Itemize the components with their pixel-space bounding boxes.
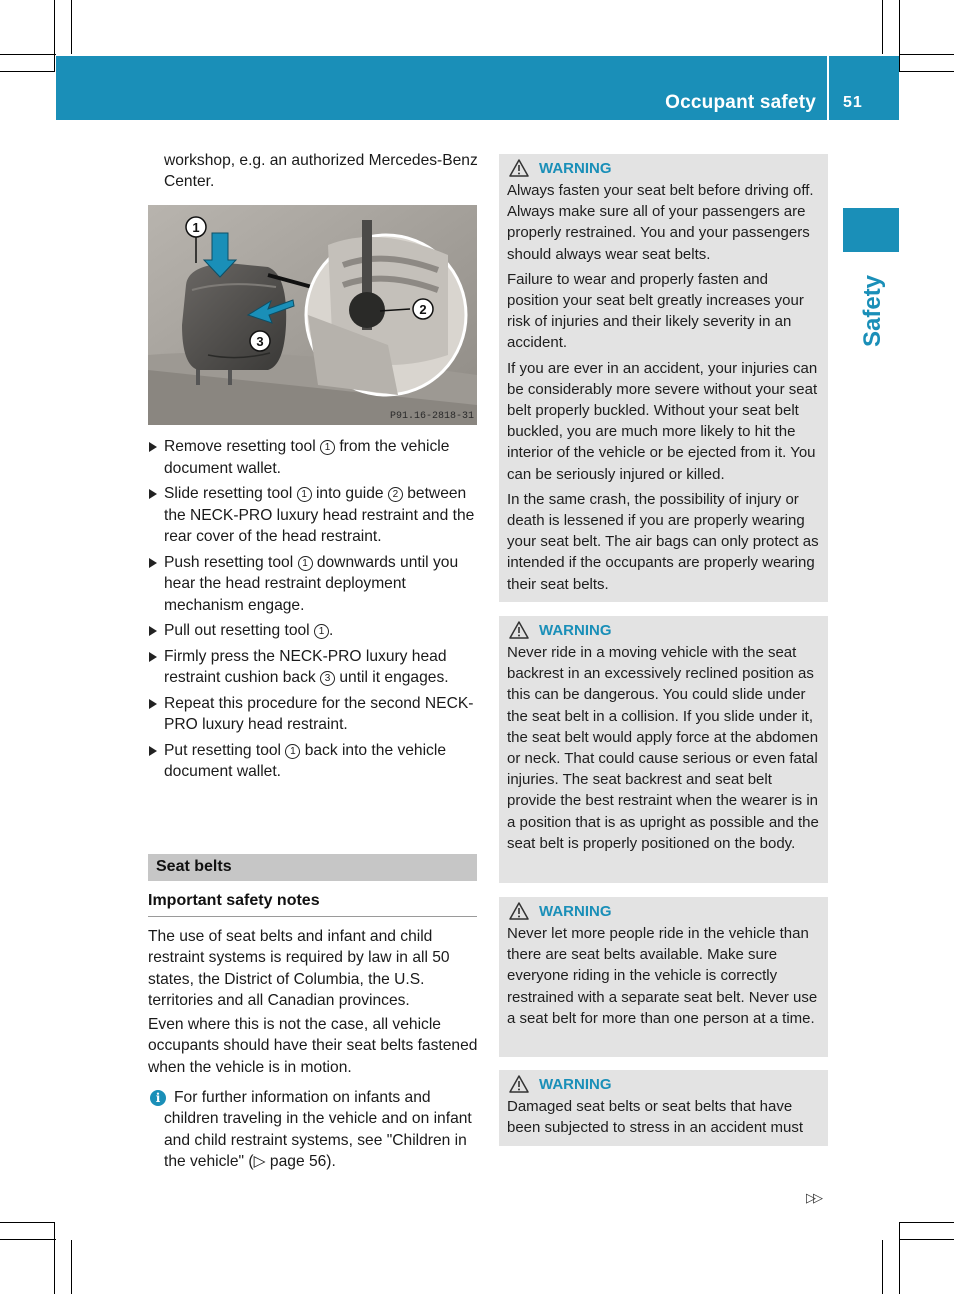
crop-mark (71, 1240, 72, 1294)
section-heading-text: Seat belts (156, 858, 232, 875)
step-text: Repeat this procedure for the second NECK-PRO luxury head restraint. (164, 694, 474, 734)
step-text: into guide (311, 484, 388, 502)
step-arrow-icon (149, 626, 157, 636)
callout-reference: 1 (320, 440, 335, 455)
step-arrow-icon (149, 442, 157, 452)
step-text: from the vehicle document wallet. (164, 438, 450, 477)
warning-title: WARNING (539, 1076, 612, 1093)
crop-mark (0, 54, 56, 55)
warning-title: WARNING (539, 160, 612, 177)
warning-title: WARNING (539, 622, 612, 639)
warning-paragraph: Never ride in a moving vehicle with the seat backrest in an excessively reclined position as this can be dangerous. You could slide under the seat belt in a collision. If you slide under it, the seat belt would apply force at the abdomen or neck. That could cause serious or even fatal injuries. The seat backrest and seat belt provide the best restraint when the wearer is in a position that is as upright as possible and the seat belt is properly positioned on the body. (507, 644, 819, 852)
warning-paragraph: Never let more people ride in the vehicle than there are seat belts available. Make sure everyone riding in the vehicle is correctly restrained with a separate seat belt. Never use a seat belt for more than one person at a time. (507, 925, 818, 1027)
step-text: Put resetting tool (164, 741, 286, 759)
warning-paragraph: In the same crash, the possibility of injury or death is lessened if you are properly wearing your seat belt. The air bags can only protect as intended if the occupants are properly wearing their seat belts. (507, 490, 819, 593)
crop-mark (0, 71, 54, 72)
continued-marker: ▷▷ (806, 1190, 820, 1205)
crop-mark (882, 1240, 883, 1294)
step-item (148, 436, 478, 479)
step-text: Slide resetting tool (164, 484, 297, 502)
step-item (148, 693, 478, 736)
callout-1: 1 (192, 220, 200, 235)
warning-triangle-icon (509, 1075, 529, 1093)
info-icon: i (150, 1090, 166, 1106)
warning-header (507, 900, 821, 923)
section-title: Occupant safety (665, 92, 816, 113)
page-number: 51 (843, 94, 863, 111)
subheading (148, 892, 477, 917)
step-item (148, 740, 478, 783)
paragraph: Even where this is not the case, all vehicle occupants should have their seat belts fastened when the vehicle is in motion. (148, 1016, 478, 1076)
paragraph: The use of seat belts and infant and child restraint systems is required by law in all 50 states, the District of Columbia, the U.S. territories and all Canadian provinces. (148, 928, 450, 1009)
crop-mark (54, 0, 55, 72)
header-divider (827, 56, 829, 120)
step-text: Pull out resetting tool (164, 622, 314, 640)
warning-paragraph: Always fasten your seat belt before driving off. Always make sure all of your passengers are properly restrained. You and your passengers should always wear seat belts. (507, 182, 814, 263)
step-arrow-icon (149, 746, 157, 756)
warning-box (499, 897, 828, 1057)
step-text: until it engages. (335, 669, 449, 687)
info-note (148, 1087, 478, 1172)
intro-text: workshop, e.g. an authorized Mercedes-Benz Center. (164, 152, 478, 191)
callout-2: 2 (419, 302, 427, 317)
crop-mark (899, 0, 900, 72)
step-text: Firmly press the NECK-PRO luxury head restraint cushion back (164, 647, 447, 687)
crop-mark (882, 0, 883, 54)
step-text: . (328, 622, 334, 640)
chapter-tab (843, 208, 899, 252)
step-text: Push resetting tool (164, 553, 298, 571)
crop-mark (54, 1222, 55, 1294)
crop-mark (0, 1222, 54, 1223)
callout-reference: 1 (314, 624, 329, 639)
warning-header (507, 157, 821, 180)
step-item (148, 552, 478, 617)
callout-3: 3 (256, 334, 264, 349)
step-arrow-icon (149, 652, 157, 662)
crop-mark (899, 1222, 900, 1294)
crop-mark (900, 71, 954, 72)
figure-code: P91.16-2818-31 (389, 411, 474, 422)
step-text: downwards until you hear the head restraint deployment mechanism engage. (164, 553, 459, 614)
warning-triangle-icon (509, 902, 529, 920)
warning-paragraph: Damaged seat belts or seat belts that have been subjected to stress in an accident must (507, 1098, 804, 1137)
step-text: between the NECK-PRO luxury head restraint and the rear cover of the head restraint. (164, 484, 475, 546)
head-restraint-illustration (148, 205, 477, 425)
crop-mark (899, 1239, 954, 1240)
section-heading (148, 854, 477, 881)
warning-box (499, 616, 828, 883)
callout-reference: 1 (297, 487, 312, 502)
info-note-text: For further information on infants and children traveling in the vehicle and on infant and child restraint systems, see "Children in the vehicle" (▷ page 56). (164, 1089, 472, 1170)
step-arrow-icon (149, 558, 157, 568)
crop-mark (899, 54, 954, 55)
chapter-label: Safety (859, 274, 886, 347)
instruction-steps (148, 436, 478, 786)
step-item (148, 646, 478, 689)
warning-triangle-icon (509, 621, 529, 639)
warning-header (507, 619, 821, 642)
warning-paragraph: If you are ever in an accident, your injuries can be considerably more severe without your seat belt properly buckled. Without your seat belt buckled, you are much more likely to hit the interior of the vehicle or be ejected from it. You can be seriously injured or killed. (507, 359, 818, 483)
step-text: Remove resetting tool (164, 438, 321, 455)
warning-triangle-icon (509, 159, 529, 177)
warning-title: WARNING (539, 903, 612, 920)
warning-box (499, 1070, 828, 1146)
callout-reference: 2 (388, 487, 403, 502)
step-arrow-icon (149, 699, 157, 709)
callout-reference: 1 (298, 556, 313, 571)
warning-box (499, 154, 828, 602)
warning-header (507, 1073, 821, 1096)
crop-mark (71, 0, 72, 54)
step-item (148, 620, 478, 642)
subheading-text: Important safety notes (148, 892, 320, 909)
step-text: back into the vehicle document wallet. (164, 741, 446, 781)
callout-reference: 3 (320, 671, 335, 686)
crop-mark (900, 1222, 954, 1223)
step-item (148, 483, 478, 548)
crop-mark (0, 1239, 56, 1240)
illustration-graphic (148, 205, 477, 425)
step-arrow-icon (149, 489, 157, 499)
warning-paragraph: Failure to wear and properly fasten and position your seat belt greatly increases your risk of injuries and their likely severity in an accident. (507, 270, 804, 352)
callout-reference: 1 (285, 744, 300, 759)
page-header (56, 56, 899, 120)
